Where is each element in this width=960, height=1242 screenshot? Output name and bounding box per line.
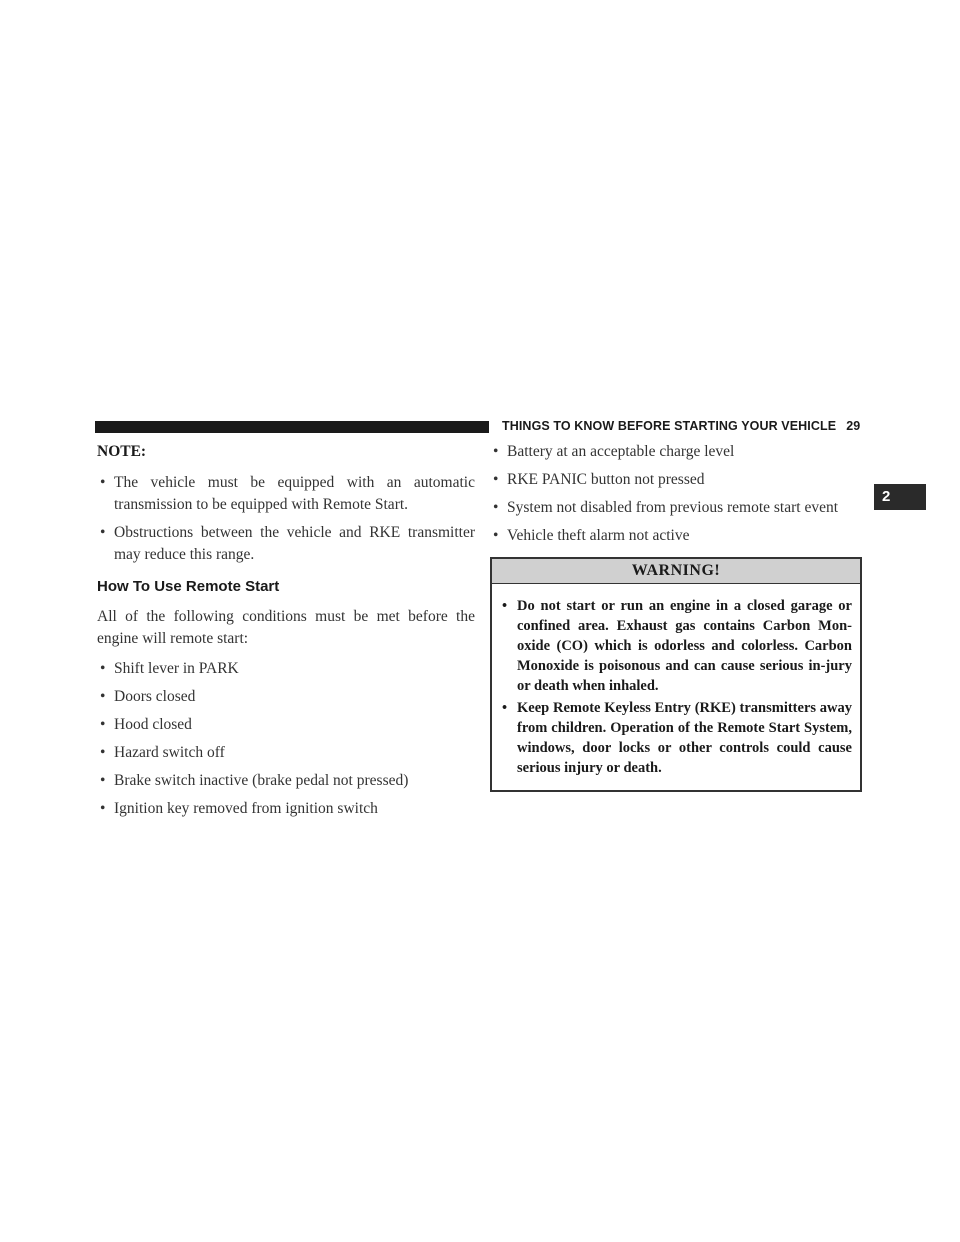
warning-item: • Keep Remote Keyless Entry (RKE) transmitters away from children. Operation of the Remote Start System, windows, door locks or other controls could cause serious injury or death. — [502, 700, 852, 776]
warning-title: WARNING! — [492, 559, 860, 584]
condition-item: • Shift lever in PARK — [97, 658, 475, 680]
left-column — [97, 441, 475, 826]
condition-item: • Hood closed — [97, 714, 475, 736]
section-heading: How To Use Remote Start — [97, 578, 280, 595]
bullet-icon: • — [493, 471, 499, 488]
condition-item: • RKE PANIC button not pressed — [490, 469, 862, 491]
condition-item: • Brake switch inactive (brake pedal not pressed) — [97, 770, 475, 792]
chapter-tab[interactable]: 2 — [874, 484, 926, 510]
intro-paragraph: All of the following conditions must be met before the engine will remote start: — [97, 608, 475, 647]
header-rule-bar — [95, 421, 489, 433]
bullet-icon: • — [502, 700, 508, 716]
bullet-icon: • — [100, 474, 106, 491]
bullet-icon: • — [100, 688, 106, 705]
condition-item: • Doors closed — [97, 686, 475, 708]
note-label: NOTE: — [97, 443, 147, 460]
bullet-icon: • — [493, 443, 499, 460]
warning-body — [492, 584, 860, 790]
warning-box — [490, 557, 862, 792]
bullet-icon: • — [502, 598, 508, 614]
running-title: THINGS TO KNOW BEFORE STARTING YOUR VEHICLE — [502, 419, 837, 433]
running-header — [502, 419, 860, 433]
bullet-icon: • — [100, 800, 106, 817]
condition-item: • Vehicle theft alarm not active — [490, 525, 862, 547]
warning-item: • Do not start or run an engine in a closed garage or confined area. Exhaust gas contains Carbon Mon-oxide (CO) which is odorless and colorless. Carbon Monoxide is poisonous and can cause serious in-jury or death when inhaled. — [502, 598, 852, 694]
note-bullet: • Obstructions between the vehicle and RKE transmitter may reduce this range. — [100, 524, 475, 563]
page-number: 29 — [846, 419, 861, 433]
note-bullet: • The vehicle must be equipped with an automatic transmission to be equipped with Remote Start. — [100, 474, 475, 513]
bullet-icon: • — [100, 524, 106, 541]
condition-item: • Ignition key removed from ignition switch — [97, 798, 475, 820]
bullet-icon: • — [100, 716, 106, 733]
bullet-icon: • — [493, 499, 499, 516]
bullet-icon: • — [100, 744, 106, 761]
condition-item: • System not disabled from previous remote start event — [490, 497, 862, 519]
bullet-icon: • — [493, 527, 499, 544]
right-column — [490, 441, 862, 792]
bullet-icon: • — [100, 660, 106, 677]
condition-item: • Battery at an acceptable charge level — [490, 441, 862, 463]
condition-item: • Hazard switch off — [97, 742, 475, 764]
bullet-icon: • — [100, 772, 106, 789]
